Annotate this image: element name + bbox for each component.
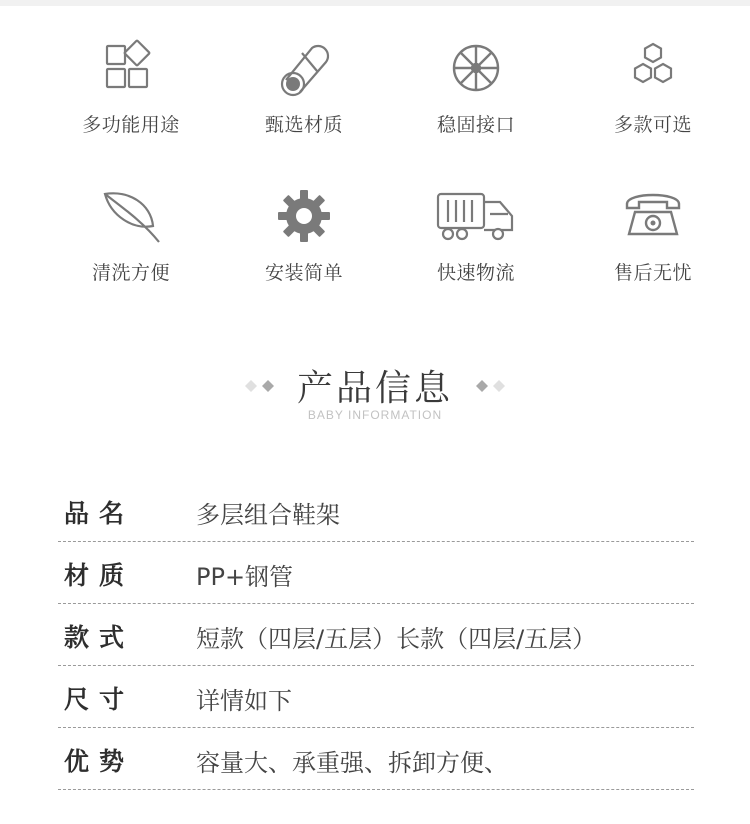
feature-label: 安装简单 [264,262,343,284]
feature-item [568,36,738,137]
info-key: 尺寸 [64,685,135,714]
info-value: PP+钢管 [196,563,294,591]
info-row [58,480,694,542]
info-key: 优势 [64,747,135,776]
feature-label: 甄选材质 [264,114,343,136]
feature-label: 多功能用途 [82,114,180,136]
section-title-text: 产品信息 [296,368,453,409]
feature-item [391,36,561,137]
wheel-icon [444,36,508,100]
info-key: 款式 [64,623,135,652]
info-row [58,666,694,728]
info-key: 品名 [64,499,135,528]
diamond-ornament-left-icon [244,379,278,393]
section-subtitle: BABY INFORMATION [307,408,443,422]
four-squares-icon [99,36,163,100]
feature-item [46,36,216,137]
feature-item [46,184,216,285]
telephone-icon [621,184,685,248]
feature-item [219,184,389,285]
feature-label: 稳固接口 [436,114,515,136]
info-value: 多层组合鞋架 [196,501,340,529]
top-divider [0,0,750,6]
tube-roll-icon [272,36,336,100]
feature-label: 多款可选 [613,114,692,136]
diamond-ornament-right-icon [472,379,506,393]
feature-label: 快速物流 [436,262,515,284]
info-row [58,542,694,604]
gear-icon [272,184,336,248]
hexagons-icon [621,36,685,100]
info-key: 材质 [64,561,135,590]
info-row [58,728,694,790]
truck-icon [434,184,518,248]
feature-item [219,36,389,137]
feature-label: 清洗方便 [91,262,170,284]
info-value: 容量大、承重强、拆卸方便、 [196,749,508,777]
feature-item [391,184,561,285]
product-info-table [58,480,694,790]
info-value: 短款（四层/五层）长款（四层/五层） [196,625,597,653]
leaf-icon [99,184,163,248]
info-row [58,604,694,666]
feature-item [568,184,738,285]
feature-label: 售后无忧 [613,262,692,284]
info-value: 详情如下 [196,687,292,715]
section-title [0,360,750,422]
